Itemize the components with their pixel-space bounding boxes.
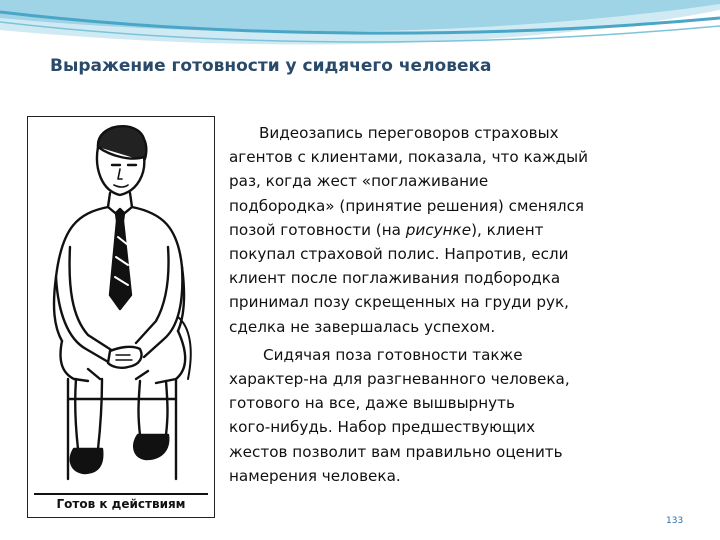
- italic-word: рисунке: [405, 220, 472, 239]
- paragraph-1-line: покупал страховой полис. Напротив, если: [229, 245, 569, 264]
- caption-divider: [34, 493, 208, 495]
- paragraph-2-line: жестов позволит вам правильно оценить: [229, 442, 563, 461]
- line-text: ), клиент: [471, 220, 544, 239]
- header-wave-decoration: [0, 0, 720, 60]
- paragraph-1-line: клиент после поглаживания подбородка: [229, 269, 561, 288]
- paragraph-1-line: раз, когда жест «поглаживание: [229, 172, 489, 191]
- line-text: позой готовности (на: [229, 220, 406, 239]
- paragraph-2-line: Сидячая поза готовности также: [263, 345, 523, 364]
- paragraph-1-line: [229, 218, 709, 242]
- figure-caption: Готов к действиям: [56, 497, 186, 511]
- paragraph-2-line: намерения человека.: [229, 466, 401, 485]
- paragraph-1-line: принимал позу скрещенных на груди рук,: [229, 293, 569, 312]
- paragraph-1-line: подбородка» (принятие решения) сменялся: [229, 196, 585, 215]
- paragraph-2-line: готового на все, даже вышвырнуть: [229, 394, 515, 413]
- seated-man-illustration: [28, 117, 214, 489]
- slide-title: Выражение готовности у сидячего человека: [50, 56, 492, 76]
- illustration-frame: [27, 116, 215, 518]
- paragraph-1-line: Видеозапись переговоров страховых: [259, 124, 559, 142]
- body-text: [229, 121, 709, 488]
- paragraph-1-line: агентов с клиентами, показала, что каждый: [229, 148, 589, 167]
- page-number: 133: [666, 516, 684, 526]
- paragraph-1-line: сделка не завершалась успехом.: [229, 317, 496, 336]
- paragraph-2-line: характер-на для разгневанного человека,: [229, 370, 570, 389]
- paragraph-2-line: кого-нибудь. Набор предшествующих: [229, 418, 536, 437]
